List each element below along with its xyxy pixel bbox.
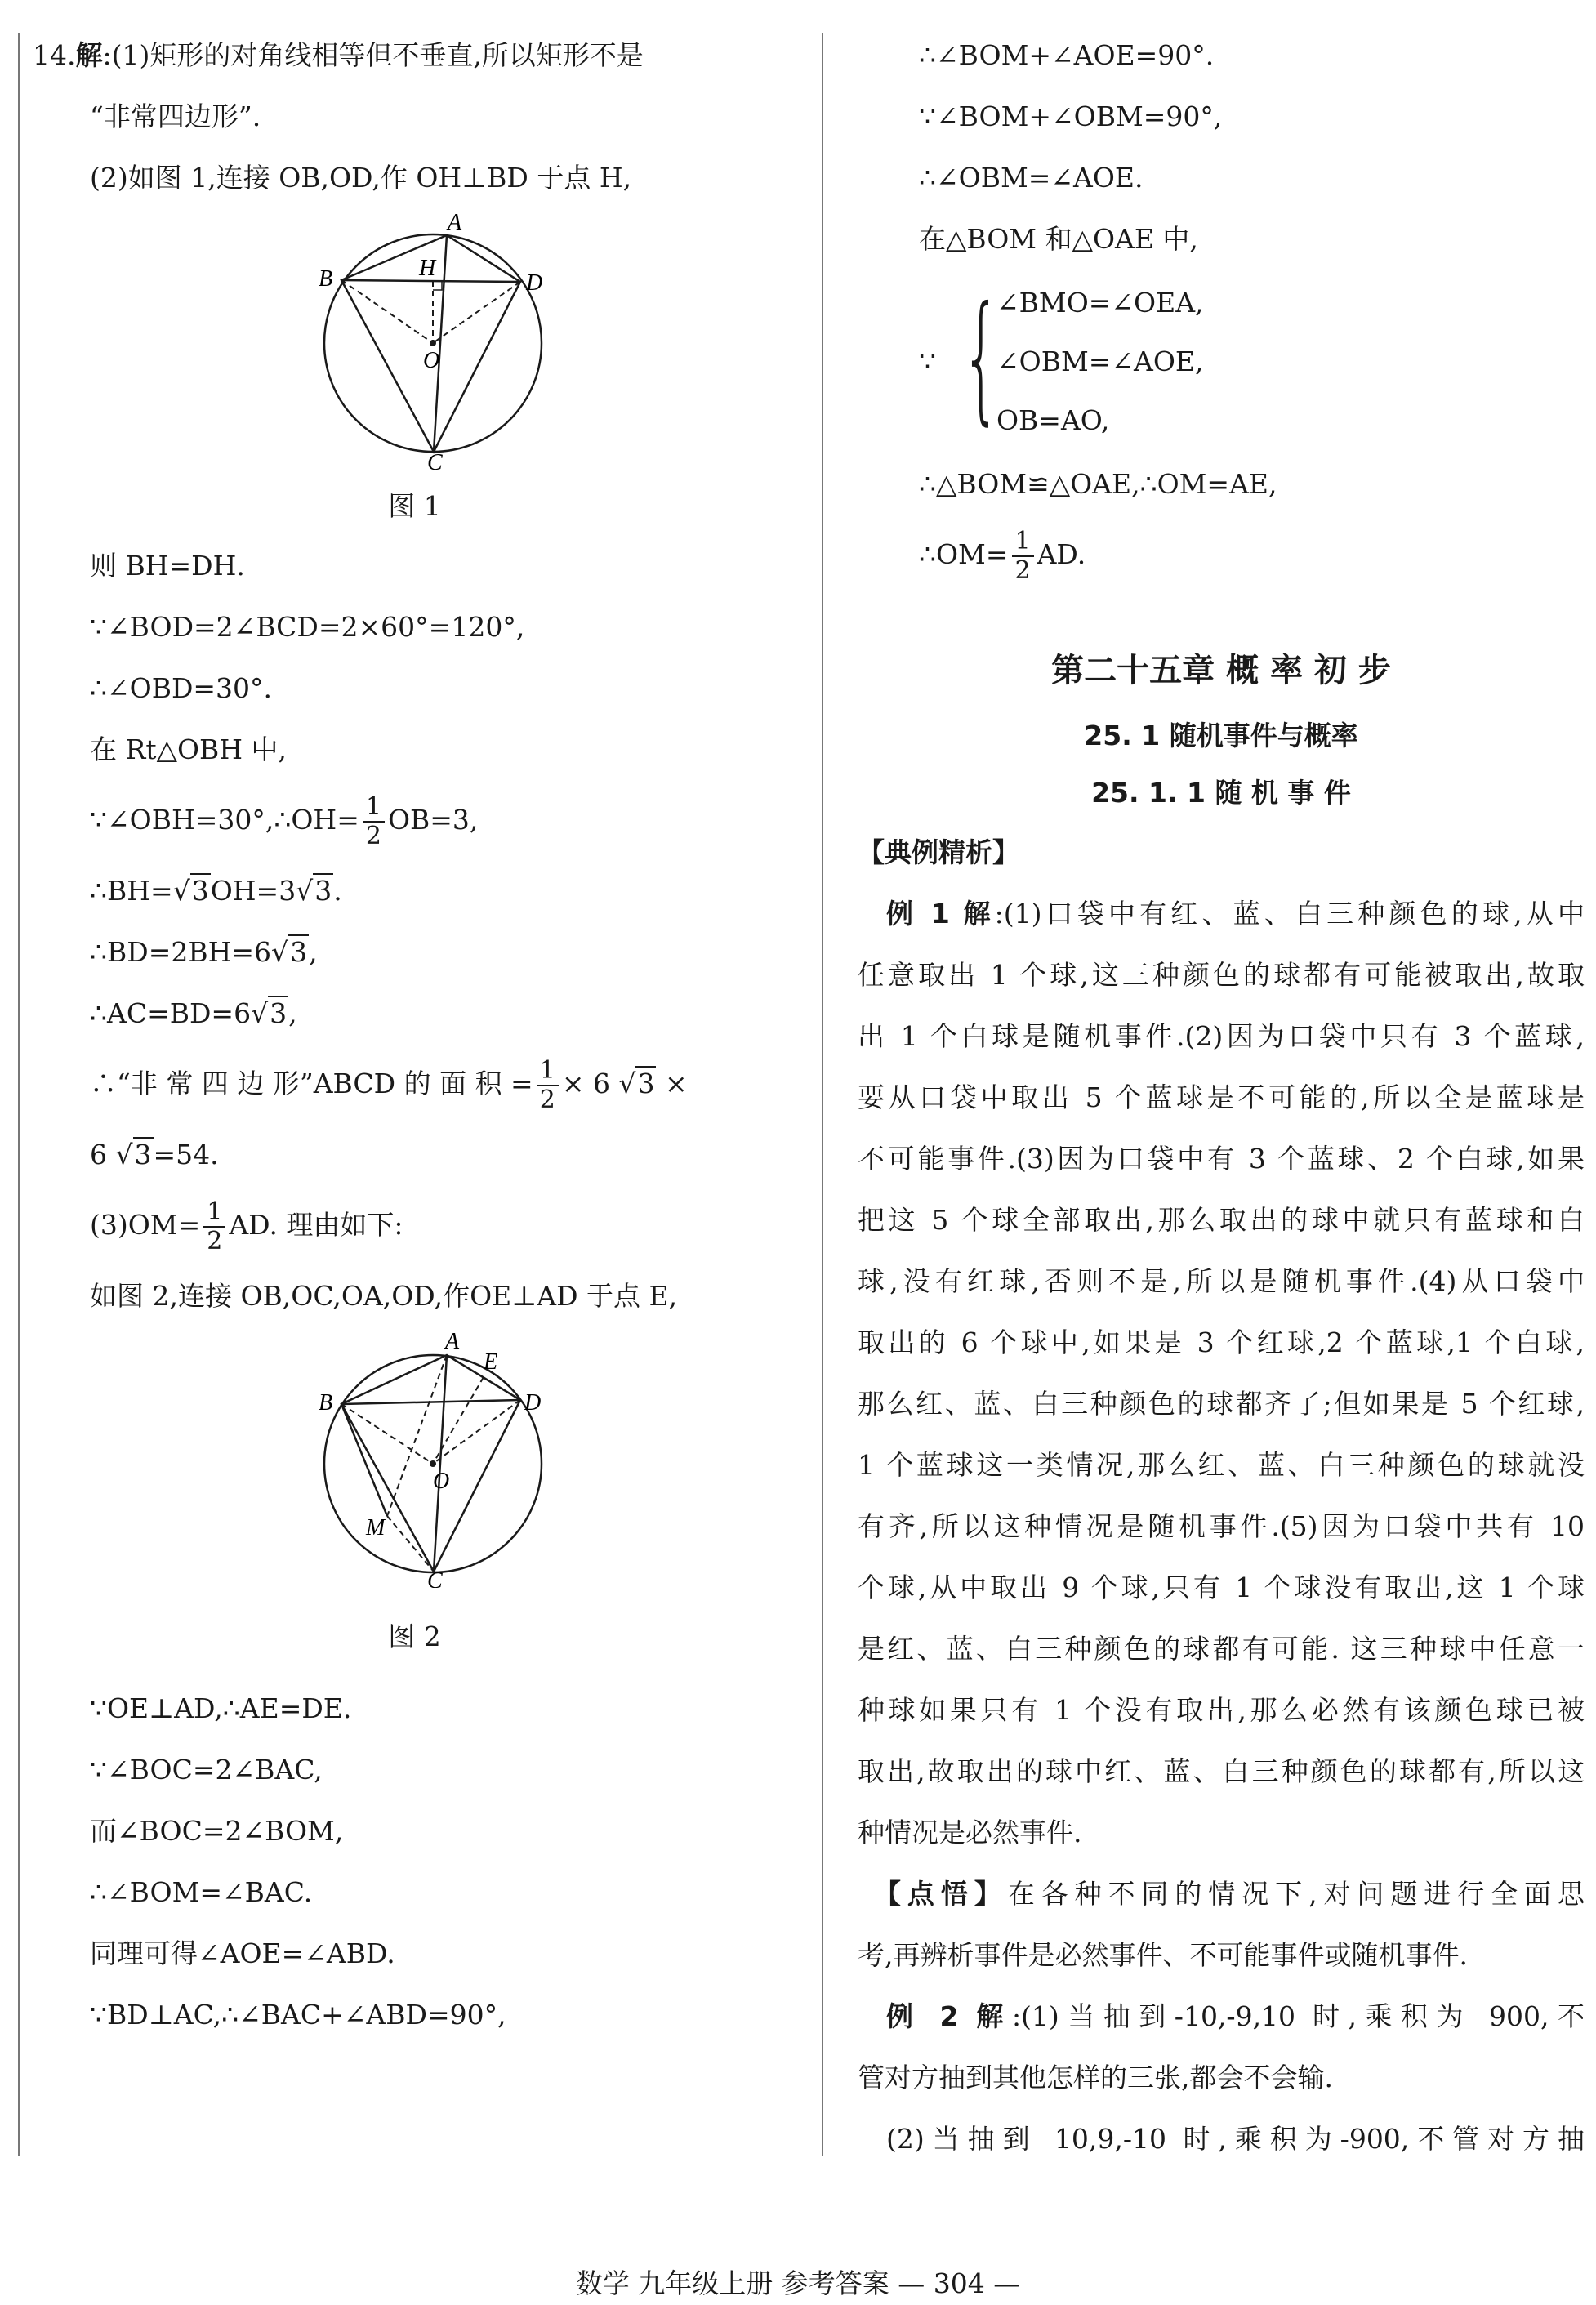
sqrt: √3 (251, 997, 288, 1029)
label-c: C (427, 450, 443, 470)
text-segment: ∴BD=2BH=6 (90, 936, 272, 968)
text-segment: =54. (153, 1139, 219, 1170)
text-line: 个球,从中取出 9 个球,只有 1 个球没有取出,这 1 个球 (858, 1572, 1585, 1603)
text-line: 如图 2,连接 OB,OC,OA,OD,作OE⊥AD 于点 E, (90, 1280, 678, 1312)
denominator: 2 (207, 1227, 223, 1255)
denominator: 2 (539, 1086, 555, 1114)
text-line: 在△BOM 和△OAE 中, (919, 223, 1198, 255)
sqrt: √3 (618, 1068, 655, 1099)
condition-row: ∠OBM=∠AOE, (996, 346, 1204, 377)
text-line: ∵∠BOM+∠OBM=90°, (919, 100, 1223, 132)
text-line: (2)当抽到 10,9,-10 时,乘积为-900,不管对方抽 (886, 2123, 1585, 2155)
text-line (33, 1185, 796, 1265)
example-2-label: 例 2 解 (886, 2000, 1012, 2032)
label-b: B (319, 266, 333, 292)
text-line: (2)如图 1,连接 OB,OD,作 OH⊥BD 于点 H, (90, 162, 632, 194)
label-o: O (433, 1469, 450, 1494)
text-line (33, 860, 796, 921)
text-line: 取出的 6 个球中,如果是 3 个红球,2 个蓝球,1 个白球, (858, 1326, 1585, 1358)
left-margin-rule (18, 33, 20, 2156)
text-segment: 6 (90, 1139, 107, 1170)
label-a: A (448, 210, 462, 235)
fraction (363, 793, 385, 850)
congruence-conditions (919, 270, 1585, 453)
sqrt: √3 (271, 936, 308, 968)
text-line: ∴∠BOM=∠BAC. (90, 1876, 313, 1908)
text-line: 管对方抽到其他怎样的三张,都会不会输. (858, 2062, 1333, 2093)
text-segment: AD. 理由如下: (229, 1209, 403, 1241)
numerator: 1 (1012, 528, 1034, 557)
tip-first-line (858, 1863, 1585, 1924)
text-line: 出 1 个白球是随机事件.(2)因为口袋中只有 3 个蓝球, (858, 1020, 1585, 1052)
text-line: 球,没有红球,否则不是,所以是随机事件.(4)从口袋中 (858, 1265, 1585, 1297)
right-column (858, 25, 1585, 2169)
numerator: 1 (203, 1198, 225, 1228)
example-1-first-line (858, 883, 1585, 944)
example-1-label: 例 1 解 (886, 898, 995, 930)
text-segment: ∴“非 常 四 边 形”ABCD 的 面 积 = (90, 1068, 533, 1099)
text-segment: :(1)当抽到-10,-9,10 时,乘积为 900,不 (1011, 2000, 1585, 2032)
text-segment: ∴BH= (90, 875, 173, 907)
condition-rows (996, 274, 1204, 450)
radicand: 3 (314, 875, 332, 907)
figure-1-diagram (310, 208, 555, 470)
text-segment: :(1)口袋中有红、蓝、白三种颜色的球,从中 (994, 898, 1585, 930)
sqrt: √3 (172, 875, 209, 907)
text-line: 考,再辨析事件是必然事件、不可能事件或随机事件. (858, 1939, 1468, 1971)
text-segment: 在各种不同的情况下,对问题进行全面思 (1007, 1878, 1585, 1910)
denominator: 2 (1014, 556, 1031, 585)
condition-row: OB=AO, (996, 404, 1110, 436)
page-footer: 数学 九年级上册 参考答案 — 304 — (575, 2267, 1021, 2299)
text-segment: ∴OM= (919, 538, 1009, 570)
text-line: :(1)矩形的对角线相等但不垂直,所以矩形不是 (102, 39, 644, 71)
text-line: ∵∠BOD=2∠BCD=2×60°=120°, (90, 611, 525, 643)
text-line: ∵OE⊥AD,∴AE=DE. (90, 1692, 352, 1724)
text-segment: ∴AC=BD=6 (90, 997, 252, 1029)
text-line (33, 780, 796, 860)
label-e: E (484, 1349, 498, 1375)
example-2-first-line (858, 1986, 1585, 2047)
tip-label: 【点悟】 (874, 1878, 1008, 1910)
text-segment: OH=3 (210, 875, 296, 907)
typical-examples-heading: 【典例精析】 (858, 836, 1019, 868)
text-line: 不可能事件.(3)因为口袋中有 3 个蓝球、2 个白球,如果 (858, 1143, 1585, 1175)
text-line: “非常四边形”. (90, 100, 261, 132)
fraction (537, 1057, 559, 1114)
text-line: 有齐,所以这种情况是随机事件.(5)因为口袋中共有 10 (858, 1510, 1585, 1542)
figure-2-diagram (310, 1326, 555, 1588)
text-segment: AD. (1037, 538, 1086, 570)
text-segment: (3)OM= (90, 1209, 201, 1241)
radicand: 3 (270, 997, 288, 1029)
radicand: 3 (134, 1139, 152, 1170)
text-line: 是红、蓝、白三种颜色的球都有可能. 这三种球中任意一 (858, 1633, 1585, 1665)
text-line: 种球如果只有 1 个没有取出,那么必然有该颜色球已被 (858, 1694, 1585, 1726)
subsection-title: 25. 1. 1 随 机 事 件 (1091, 777, 1351, 809)
text-line: 任意取出 1 个球,这三种颜色的球都有可能被取出,故取 (858, 959, 1585, 991)
text-segment: × (664, 1068, 688, 1099)
label-d: D (526, 270, 543, 296)
label-o: O (423, 348, 440, 373)
fraction (1012, 528, 1034, 585)
text-segment: , (309, 936, 318, 968)
problem-number: 14. (33, 39, 76, 71)
solution-label: 解 (75, 39, 103, 71)
text-line: 种情况是必然事件. (858, 1817, 1082, 1848)
text-line: ∴△BOM≌△OAE,∴OM=AE, (919, 468, 1277, 500)
text-line: 而∠BOC=2∠BOM, (90, 1815, 344, 1847)
fraction (203, 1198, 225, 1255)
label-b: B (319, 1390, 333, 1416)
numerator: 1 (363, 793, 385, 823)
text-line: ∴∠OBM=∠AOE. (919, 162, 1144, 194)
left-brace-icon: { (961, 277, 1001, 439)
text-line: 那么红、蓝、白三种颜色的球都齐了;但如果是 5 个红球, (858, 1388, 1585, 1420)
text-line: ∴∠OBD=30°. (90, 672, 273, 704)
because-symbol: ∵ (919, 346, 936, 377)
condition-row: ∠BMO=∠OEA, (996, 287, 1204, 319)
figure-1-caption: 图 1 (388, 490, 441, 522)
denominator: 2 (365, 822, 381, 850)
left-column (33, 25, 796, 2045)
text-line: 把这 5 个球全部取出,那么取出的球中就只有蓝球和白 (858, 1204, 1585, 1236)
radicand: 3 (637, 1068, 655, 1099)
chapter-title: 第二十五章 概 率 初 步 (1051, 652, 1391, 689)
text-line (33, 983, 796, 1044)
text-line (33, 1044, 796, 1124)
text-line: ∵BD⊥AC,∴∠BAC+∠ABD=90°, (90, 1999, 506, 2031)
text-line: 要从口袋中取出 5 个蓝球是不可能的,所以全是蓝球是 (858, 1081, 1585, 1113)
column-divider (822, 33, 823, 2156)
label-h: H (419, 256, 436, 281)
radicand: 3 (290, 936, 308, 968)
label-d: D (524, 1390, 542, 1416)
label-m: M (366, 1515, 386, 1540)
figure-2-caption: 图 2 (388, 1621, 441, 1652)
text-line (858, 515, 1585, 595)
text-line (33, 921, 796, 983)
numerator: 1 (537, 1057, 559, 1086)
text-line: 在 Rt△OBH 中, (90, 733, 288, 765)
figure-1 (33, 208, 796, 478)
problem-14-line (33, 25, 796, 86)
text-segment: . (333, 875, 342, 907)
text-segment: , (288, 997, 297, 1029)
label-a: A (445, 1329, 460, 1354)
text-line: 取出,故取出的球中红、蓝、白三种颜色的球都有,所以这 (858, 1755, 1585, 1787)
text-line (33, 1124, 796, 1185)
text-line: ∴∠BOM+∠AOE=90°. (919, 39, 1215, 71)
text-segment: ∵∠OBH=30°,∴OH= (90, 804, 359, 836)
text-line: 则 BH=DH. (90, 550, 245, 582)
figure-2 (33, 1326, 796, 1596)
text-segment: OB=3, (387, 804, 479, 836)
text-line: ∵∠BOC=2∠BAC, (90, 1754, 323, 1786)
radicand: 3 (191, 875, 209, 907)
section-title: 25. 1 随机事件与概率 (1084, 720, 1358, 751)
label-c: C (427, 1568, 443, 1588)
sqrt: √3 (296, 875, 332, 907)
text-line: 同理可得∠AOE=∠ABD. (90, 1937, 395, 1969)
text-line: 1 个蓝球这一类情况,那么红、蓝、白三种颜色的球就没 (858, 1449, 1585, 1481)
text-segment: × 6 (561, 1068, 610, 1099)
sqrt: √3 (115, 1139, 152, 1170)
